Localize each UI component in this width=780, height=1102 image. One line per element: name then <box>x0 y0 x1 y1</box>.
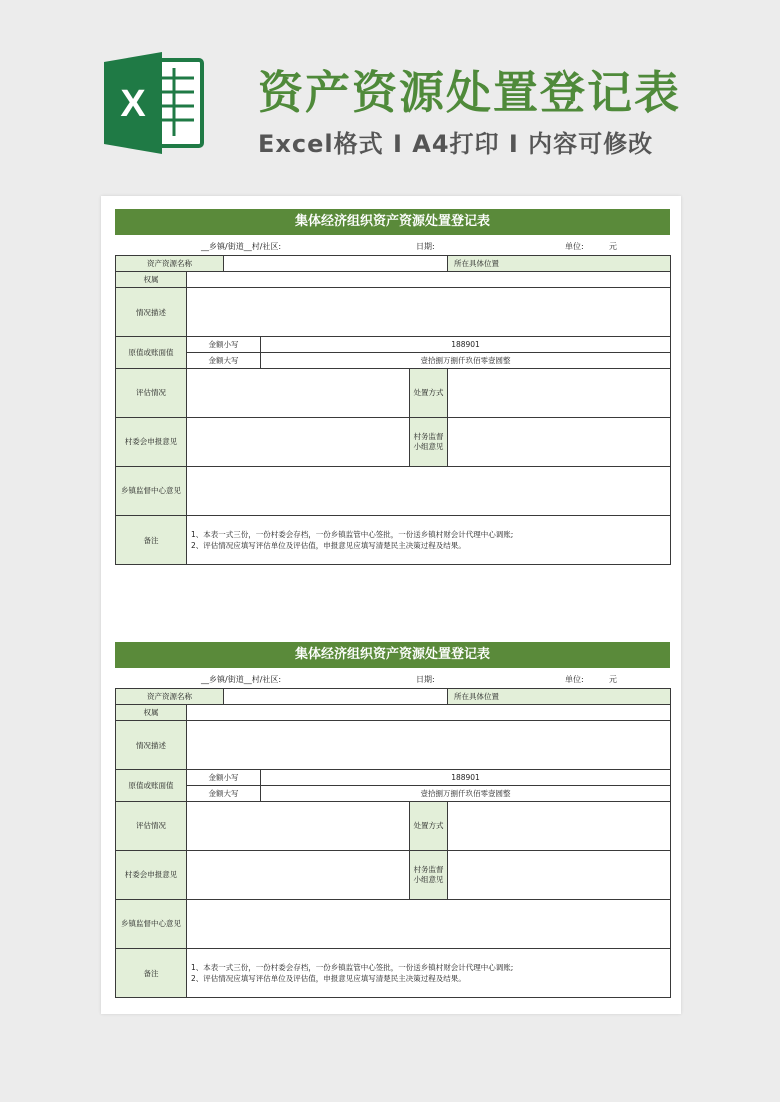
remark-label: 备注 <box>116 516 187 565</box>
amount-lower-label: 金额小写 <box>187 770 261 786</box>
evaluation-label: 评估情况 <box>116 802 187 851</box>
form-title: 集体经济组织资产资源处置登记表 <box>115 209 670 235</box>
supervision-opinion-input[interactable] <box>448 418 671 467</box>
township-opinion-label: 乡镇监督中心意见 <box>116 900 187 949</box>
evaluation-input[interactable] <box>187 369 410 418</box>
evaluation-input[interactable] <box>187 802 410 851</box>
description-label: 情况描述 <box>116 721 187 770</box>
committee-opinion-label: 村委会申报意见 <box>116 851 187 900</box>
disposal-input[interactable] <box>448 802 671 851</box>
form-table <box>115 688 671 998</box>
amount-upper-label: 金额大写 <box>187 353 261 369</box>
description-label: 情况描述 <box>116 288 187 337</box>
amount-lower-value[interactable]: 188901 <box>261 337 671 353</box>
township-opinion-label: 乡镇监督中心意见 <box>116 467 187 516</box>
asset-name-label: 资产资源名称 <box>116 256 224 272</box>
supervision-opinion-label: 村务监督小组意见 <box>410 418 448 467</box>
form-1 <box>115 209 670 565</box>
unit-value: 元 <box>609 675 617 684</box>
remark-line-2: 2、评估情况应填写评估单位及评估值，申报意见应填写清楚民主决策过程及结果。 <box>191 541 466 550</box>
description-input[interactable] <box>187 721 671 770</box>
description-input[interactable] <box>187 288 671 337</box>
unit-label: 单位: <box>565 675 584 684</box>
page-title: 资产资源处置登记表 <box>258 66 682 119</box>
unit-label: 单位: <box>565 242 584 251</box>
form-table <box>115 255 671 565</box>
committee-opinion-input[interactable] <box>187 851 410 900</box>
remark-text <box>187 516 671 565</box>
date-label: 日期: <box>416 242 435 251</box>
value-label: 原值或账面值 <box>116 770 187 802</box>
disposal-label: 处置方式 <box>410 369 448 418</box>
excel-icon <box>100 48 210 158</box>
location-field: __乡镇/街道__村/社区: <box>201 242 282 251</box>
township-opinion-input[interactable] <box>187 467 671 516</box>
promo-header <box>0 0 780 190</box>
position-label: 所在具体位置 <box>448 689 671 705</box>
committee-opinion-label: 村委会申报意见 <box>116 418 187 467</box>
remark-line-2: 2、评估情况应填写评估单位及评估值，申报意见应填写清楚民主决策过程及结果。 <box>191 974 466 983</box>
ownership-label: 权属 <box>116 272 187 288</box>
disposal-input[interactable] <box>448 369 671 418</box>
location-field: __乡镇/街道__村/社区: <box>201 675 282 684</box>
excel-letter: X <box>120 83 146 125</box>
disposal-label: 处置方式 <box>410 802 448 851</box>
amount-upper-value[interactable]: 壹拾捌万捌仟玖佰零壹圆整 <box>261 353 671 369</box>
asset-name-label: 资产资源名称 <box>116 689 224 705</box>
remark-line-1: 1、本表一式三份，一份村委会存档，一份乡镇监管中心签批，一份送乡镇村财会计代理中心调账; <box>191 530 514 539</box>
form-2 <box>115 642 670 998</box>
amount-upper-value[interactable]: 壹拾捌万捌仟玖佰零壹圆整 <box>261 786 671 802</box>
position-label: 所在具体位置 <box>448 256 671 272</box>
committee-opinion-input[interactable] <box>187 418 410 467</box>
remark-label: 备注 <box>116 949 187 998</box>
date-label: 日期: <box>416 675 435 684</box>
amount-lower-label: 金额小写 <box>187 337 261 353</box>
asset-name-input[interactable] <box>224 256 448 272</box>
page-subtitle: Excel格式 I A4打印 I 内容可修改 <box>258 130 654 158</box>
ownership-input[interactable] <box>187 705 671 721</box>
evaluation-label: 评估情况 <box>116 369 187 418</box>
value-label: 原值或账面值 <box>116 337 187 369</box>
form-meta <box>115 235 670 255</box>
asset-name-input[interactable] <box>224 689 448 705</box>
form-meta <box>115 668 670 688</box>
township-opinion-input[interactable] <box>187 900 671 949</box>
supervision-opinion-label: 村务监督小组意见 <box>410 851 448 900</box>
amount-upper-label: 金额大写 <box>187 786 261 802</box>
form-title: 集体经济组织资产资源处置登记表 <box>115 642 670 668</box>
amount-lower-value[interactable]: 188901 <box>261 770 671 786</box>
ownership-label: 权属 <box>116 705 187 721</box>
supervision-opinion-input[interactable] <box>448 851 671 900</box>
remark-line-1: 1、本表一式三份，一份村委会存档，一份乡镇监管中心签批，一份送乡镇村财会计代理中心调账; <box>191 963 514 972</box>
remark-text <box>187 949 671 998</box>
ownership-input[interactable] <box>187 272 671 288</box>
document-sheet <box>101 196 681 1014</box>
unit-value: 元 <box>609 242 617 251</box>
